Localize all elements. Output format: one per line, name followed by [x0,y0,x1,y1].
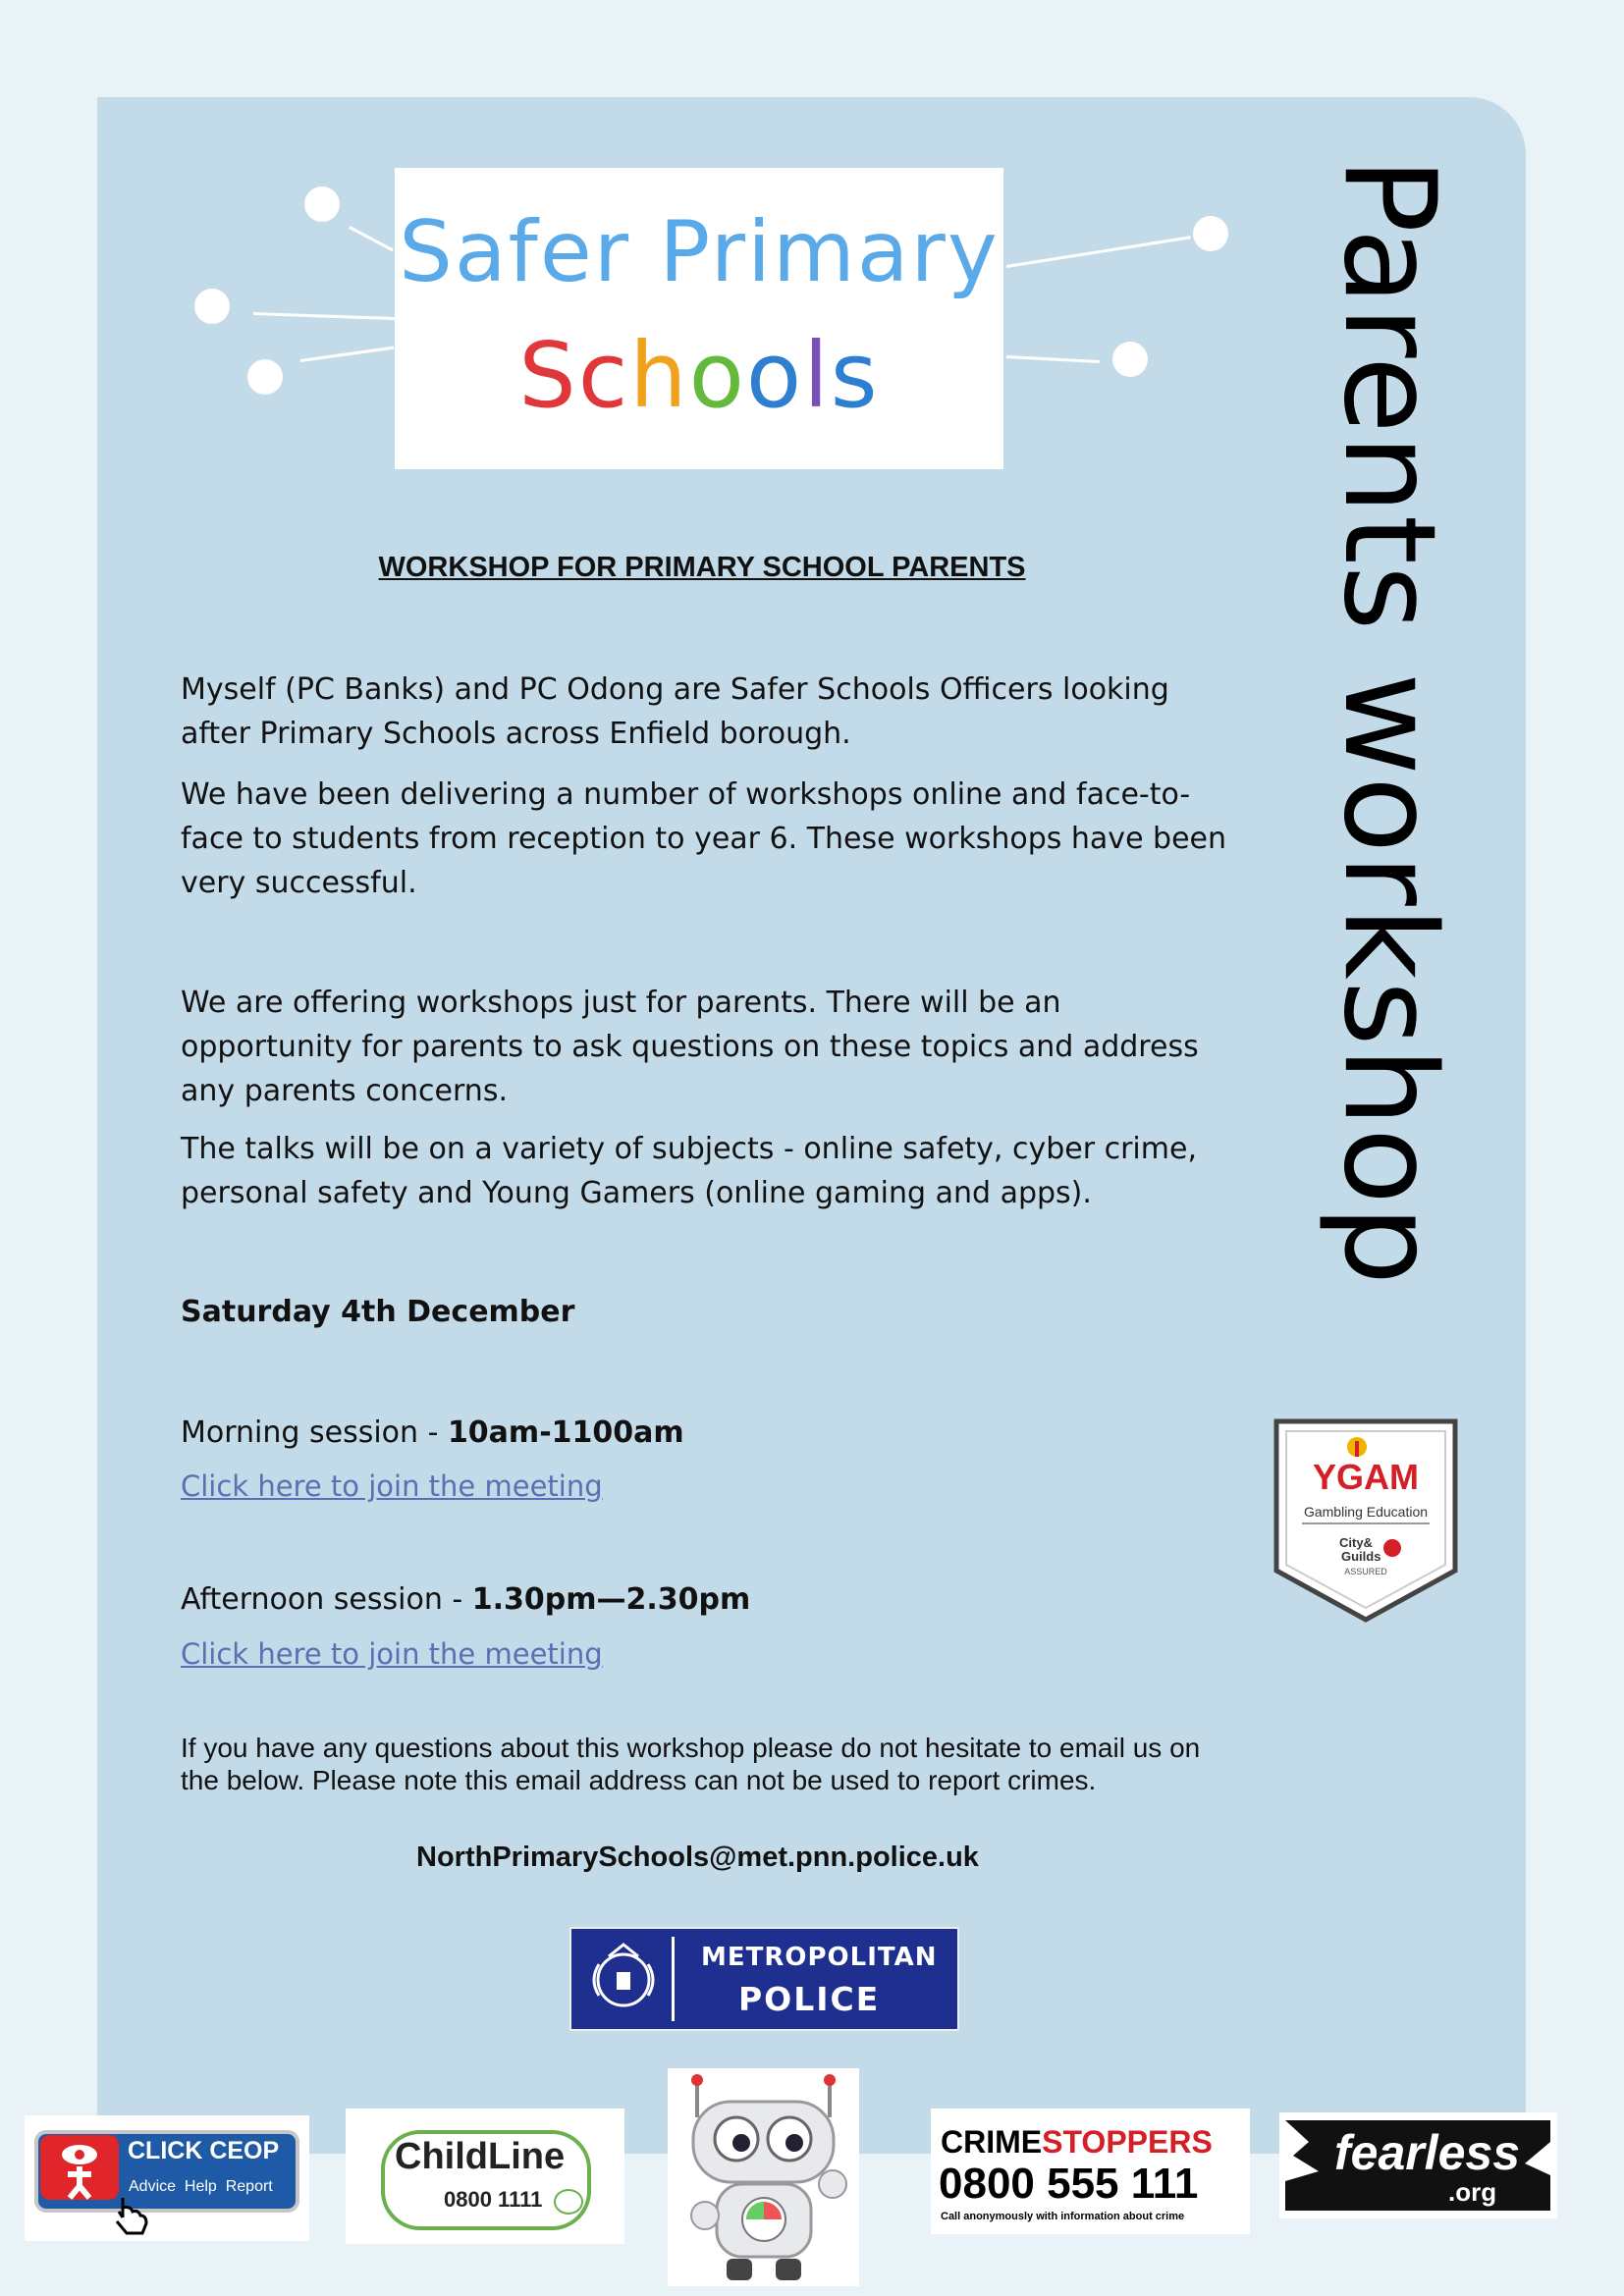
met-line1: METROPOLITAN [701,1943,938,1972]
paragraph-offer: We are offering workshops just for parents. There will be an opportunity for parents to ask questions on these topics and address any parents concerns. [181,986,1199,1108]
contact-note: If you have any questions about this workshop please do not hesitate to email us on the below. Please note this email address can not be used to report crimes. [181,1733,1201,1795]
ygam-name: YGAM [1313,1457,1419,1497]
met-crest-icon [579,1937,675,2021]
crimestoppers-logo[interactable] [931,2109,1250,2234]
contact-email[interactable]: NorthPrimarySchools@met.pnn.police.uk [416,1842,979,1873]
crimestoppers-sub: Call anonymously with information about crime [941,2211,1185,2222]
ygam-cg2: Guilds [1341,1549,1381,1564]
afternoon-join-link[interactable]: Click here to join the meeting [181,1637,603,1671]
logo-letter: o [688,323,746,428]
paragraph-intro: Myself (PC Banks) and PC Odong are Safer Schools Officers looking after Primary Schools across Enfield borough. [181,672,1169,751]
childline-name: ChildLine [395,2136,566,2177]
fearless-tld: .org [1448,2177,1497,2207]
phone-icon [554,2189,583,2215]
morning-join-link[interactable]: Click here to join the meeting [181,1469,603,1503]
page-heading: WORKSHOP FOR PRIMARY SCHOOL PARENTS [378,552,1026,583]
ceop-sub: Advice Help Report [129,2178,273,2195]
afternoon-time: 1.30pm—2.30pm [471,1582,751,1617]
ygam-badge [1272,1417,1459,1624]
crimestoppers-title-a: CRIME [941,2124,1043,2160]
afternoon-label: Afternoon session - [181,1582,472,1617]
robot-mascot [668,2068,859,2286]
safer-primary-schools-logo [395,168,1003,469]
decor-dot [247,359,283,395]
ceop-logo[interactable] [25,2115,309,2241]
morning-time: 10am-1100am [447,1415,684,1450]
logo-letter: l [803,323,831,428]
ygam-cg1: City& [1339,1535,1373,1550]
afternoon-session [181,1577,1241,1622]
decor-dot [1112,342,1148,377]
crimestoppers-number: 0800 555 111 [939,2160,1199,2208]
event-date: Saturday 4th December [181,1295,575,1329]
paragraph-workshops: We have been delivering a number of workshops online and face-to-face to students from reception to year 6. These workshops have been very successful. [181,777,1227,900]
decor-dot [194,289,230,324]
logo-letter: h [629,323,689,428]
childline-number: 0800 1111 [444,2187,543,2212]
fearless-name: fearless [1334,2125,1521,2180]
decor-dot [1193,216,1228,251]
logo-line2 [395,323,1003,428]
hand-cursor-icon [109,2194,152,2237]
paragraph-topics: The talks will be on a variety of subjects - online safety, cyber crime, personal safety and Young Gamers (online gaming and apps). [181,1132,1197,1210]
childline-logo[interactable] [346,2109,624,2244]
ceop-eye-icon [40,2135,119,2200]
crimestoppers-title-b: STOPPERS [1042,2124,1213,2160]
logo-letter: s [830,323,880,428]
logo-letter: c [577,323,630,428]
logo-letter: S [518,323,578,428]
morning-label: Morning session - [181,1415,448,1450]
metropolitan-police-logo [569,1927,959,2031]
ceop-title: CLICK CEOP [128,2137,280,2164]
logo-letter: o [745,323,804,428]
ygam-sub: Gambling Education [1303,1504,1429,1520]
ygam-assured: ASSURED [1344,1567,1387,1576]
fearless-logo[interactable] [1279,2112,1557,2218]
logo-line1: Safer Primary [399,203,1000,301]
met-line2: POLICE [738,1980,881,2018]
decor-dot [304,187,340,222]
crimestoppers-title [941,2124,1213,2161]
morning-session [181,1411,1241,1455]
side-title: Parents workshop [1316,157,1462,1287]
